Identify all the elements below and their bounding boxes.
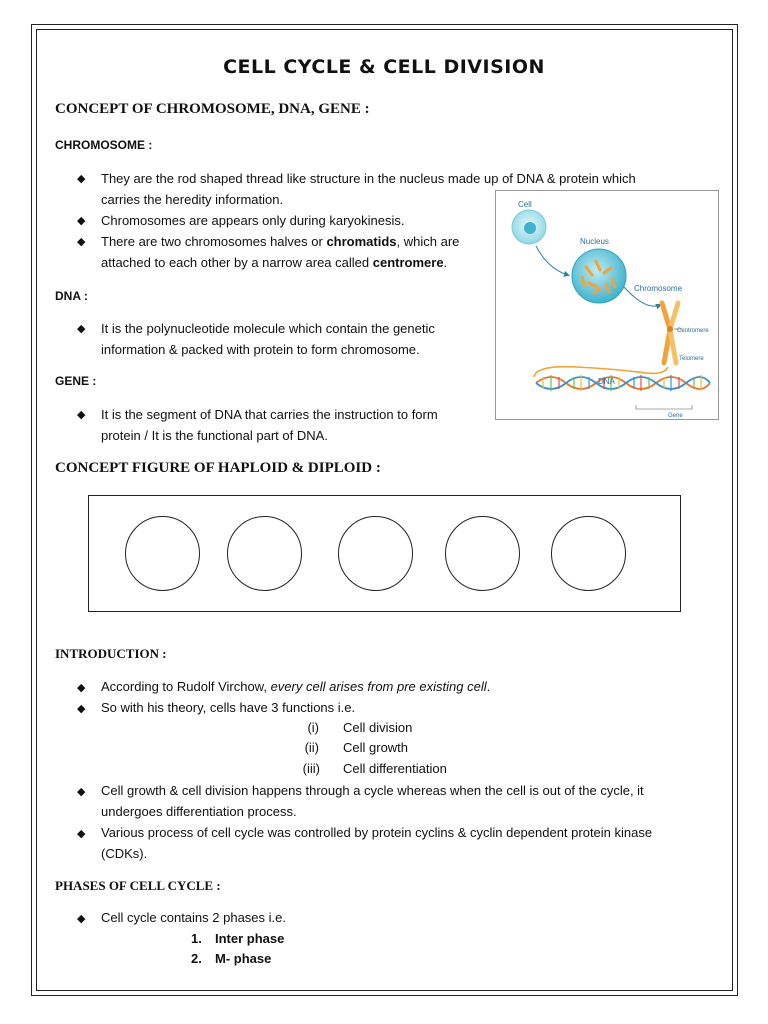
function-text: Cell division [343,720,413,735]
text: . [443,255,448,270]
haploid-diploid-heading: CONCEPT FIGURE OF HAPLOID & DIPLOID : [55,460,381,476]
bullet-icon: ◆ [77,913,86,925]
chromosome-bullet-3-line-1 [101,231,459,252]
gene-heading: GENE : [55,374,97,388]
dna-bullet-line-1: It is the polynucleotide molecule which contain the genetic [101,321,435,336]
bullet-icon: ◆ [77,215,86,227]
nucleus-label: Nucleus [580,237,609,246]
centromere-label: Centromere [677,328,709,334]
dna-bullet-line-2: information & packed with protein to form chromosome. [101,342,420,357]
diagram-svg [496,191,720,421]
cell-circle [227,516,302,591]
chromatids-term: chromatids [326,234,397,249]
gene-label: Gene [668,413,683,419]
gene-bullet-line-2: protein / It is the functional part of DNA. [101,428,328,443]
phase-name: M- phase [215,951,272,966]
phase-number: 2. [191,951,202,966]
bullet-icon: ◆ [77,828,86,840]
bullet-icon: ◆ [77,786,86,798]
bullet-icon: ◆ [77,173,86,185]
phase-number: 1. [191,931,202,946]
text: attached to each other by a narrow area called [101,255,373,270]
dna-tail-icon [534,367,668,377]
cell-circle [125,516,200,591]
chromosome-bullet-3-line-2 [101,252,447,273]
intro-bullet-3-line-1: Cell growth & cell division happens through a cycle whereas when the cell is out of the cycle, it [101,783,644,798]
intro-bullet-4-line-1: Various process of cell cycle was controlled by protein cyclins & cyclin dependent protein kinase [101,825,653,840]
text: According to Rudolf Virchow, [101,679,271,694]
function-number: (i) [307,720,319,735]
bullet-icon: ◆ [77,409,86,421]
gene-bullet-line-1: It is the segment of DNA that carries the instruction to form [101,407,438,422]
phase-name: Inter phase [215,931,285,946]
text: . [486,679,491,694]
page-title: CELL CYCLE & CELL DIVISION [223,56,545,78]
cell-dna-diagram [495,190,719,420]
function-number: (ii) [304,740,319,755]
introduction-heading: INTRODUCTION : [55,646,167,661]
function-number: (iii) [302,761,320,776]
cell-nucleus-icon [524,222,536,234]
arrow-icon [536,246,568,275]
function-text: Cell differentiation [343,761,447,776]
cell-circle [445,516,520,591]
bullet-icon: ◆ [77,703,86,715]
concept-heading: CONCEPT OF CHROMOSOME, DNA, GENE : [55,101,370,117]
cell-label: Cell [518,200,532,209]
bullet-icon: ◆ [77,682,86,694]
telomere-label: Telomere [679,356,704,362]
intro-bullet-3-line-2: undergoes differentiation process. [101,804,297,819]
dna-helix-icon [536,375,710,391]
gene-bracket [636,405,692,409]
chromosome-bullet-1-line-1: They are the rod shaped thread like structure in the nucleus made up of DNA & protein which [101,171,636,186]
chromosome-label: Chromosome [634,284,683,293]
dna-label: DNA [598,377,615,386]
chromosome-icon [662,303,678,363]
bullet-icon: ◆ [77,236,86,248]
text: There are two chromosomes halves or [101,234,327,249]
cell-circle [551,516,626,591]
virchow-quote: every cell arises from pre existing cell [270,679,487,694]
dna-heading: DNA : [55,289,88,303]
intro-bullet-4-line-2: (CDKs). [101,846,148,861]
chromosome-heading: CHROMOSOME : [55,138,153,152]
phases-bullet: Cell cycle contains 2 phases i.e. [101,910,286,925]
bullet-icon: ◆ [77,323,86,335]
phases-heading: PHASES OF CELL CYCLE : [55,878,221,893]
haploid-diploid-figure-box [88,495,681,612]
text: , which are [396,234,460,249]
chromosome-bullet-1-line-2: carries the heredity information. [101,192,284,207]
intro-bullet-1 [101,676,490,697]
chromosome-bullet-2: Chromosomes are appears only during karyokinesis. [101,213,405,228]
nucleus-icon [572,249,626,303]
cell-circle [338,516,413,591]
intro-bullet-2: So with his theory, cells have 3 functions i.e. [101,700,356,715]
function-text: Cell growth [343,740,409,755]
centromere-term: centromere [372,255,444,270]
